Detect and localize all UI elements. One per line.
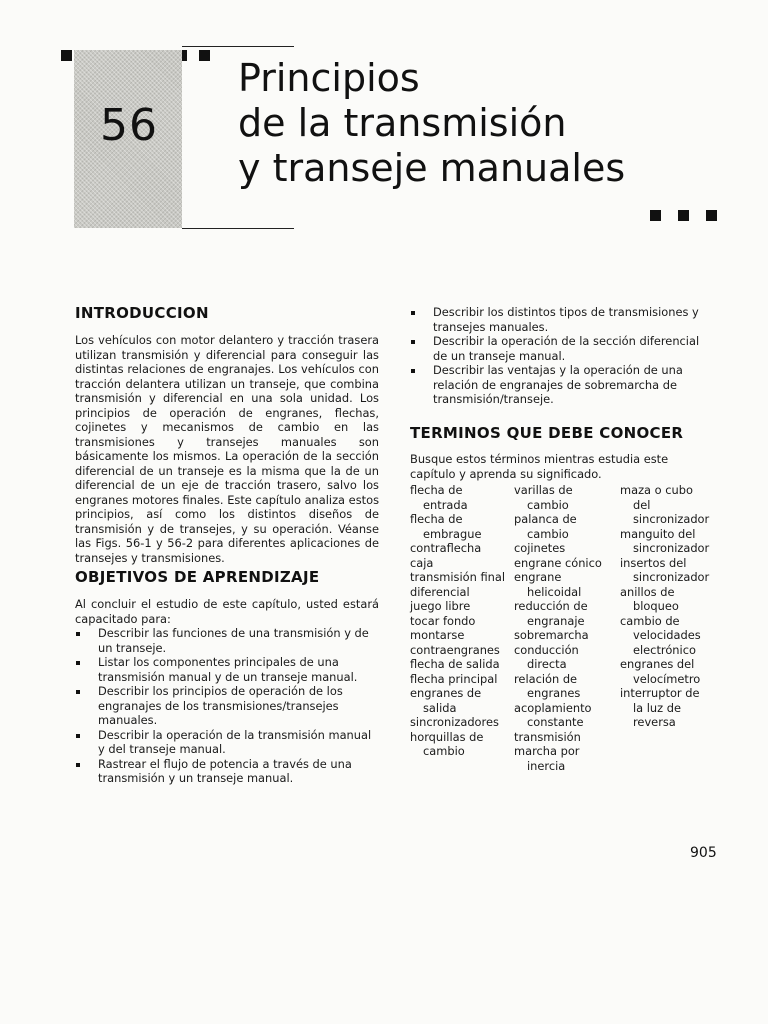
objective-item: Describir las funciones de una transmisión y de un transeje.: [75, 626, 379, 655]
title-line-2: de la transmisión: [238, 101, 567, 145]
term-entry: contraengranes: [410, 642, 500, 657]
objectives-list-left: [75, 626, 379, 786]
top-rule: [182, 46, 294, 47]
term-entry: palanca de: [514, 512, 577, 526]
term-entry: insertos del: [620, 555, 687, 570]
term-entry: contraflecha: [410, 541, 482, 555]
term-entry: velocidades: [633, 628, 701, 642]
objective-item: Describir la operación de la sección diferencial de un transeje manual.: [410, 334, 716, 363]
term-entry: sincronizador: [633, 570, 710, 584]
term-entry: constante: [527, 715, 584, 729]
term-entry: cambio: [527, 497, 569, 512]
term-entry: bloqueo: [633, 599, 679, 613]
term-entry: flecha de: [410, 483, 463, 497]
term-entry: sobremarcha: [514, 628, 589, 642]
term-entry: inercia: [527, 758, 566, 773]
square-mark: [199, 50, 210, 61]
term-entry: engrane: [514, 570, 562, 584]
terms-heading: TERMINOS QUE DEBE CONOCER: [410, 424, 684, 442]
term-entry: helicoidal: [527, 584, 582, 599]
term-entry: embrague: [423, 526, 482, 541]
term-entry: reducción de: [514, 599, 588, 613]
bottom-rule: [182, 228, 294, 229]
term-entry: directa: [527, 657, 567, 671]
term-entry: montarse: [410, 628, 465, 642]
term-entry: electrónico: [633, 642, 696, 657]
chapter-title: [238, 56, 625, 191]
square-mark: [706, 210, 717, 221]
terms-column-3: [620, 483, 709, 730]
term-entry: acoplamiento: [514, 700, 592, 715]
term-entry: caja: [410, 555, 434, 570]
term-entry: salida: [423, 700, 457, 715]
term-entry: sincronizadores: [410, 715, 499, 729]
term-entry: interruptor de: [620, 686, 700, 700]
term-entry: engrane cónico: [514, 555, 602, 570]
term-entry: horquillas de: [410, 729, 484, 744]
objective-item: Describir los distintos tipos de transmisiones y transejes manuales.: [410, 305, 716, 334]
square-mark: [678, 210, 689, 221]
term-entry: cambio: [527, 526, 569, 541]
terms-column-2: [514, 483, 602, 773]
objective-item: Describir las ventajas y la operación de una relación de engranajes de sobremarcha de transmisión/transeje.: [410, 363, 716, 407]
term-entry: transmisión: [514, 729, 581, 744]
term-entry: engranes del: [620, 657, 695, 671]
term-entry: relación de: [514, 671, 578, 686]
term-entry: flecha de salida: [410, 657, 500, 671]
term-entry: manguito del: [620, 526, 696, 541]
term-entry: reversa: [633, 715, 676, 729]
objective-item: Describir los principios de operación de los engranajes de los transmisiones/transejes manuales.: [75, 684, 379, 728]
term-entry: la luz de: [633, 700, 681, 715]
title-line-1: Principios: [238, 56, 420, 100]
objectives-heading: OBJETIVOS DE APRENDIZAJE: [75, 568, 320, 586]
term-entry: tocar fondo: [410, 613, 476, 628]
term-entry: marcha por: [514, 744, 580, 758]
term-entry: conducción: [514, 642, 579, 657]
page-number: 905: [690, 845, 717, 861]
objectives-list-right: [410, 305, 716, 407]
objective-item: Rastrear el flujo de potencia a través de una transmisión y un transeje manual.: [75, 757, 379, 786]
term-entry: varillas de: [514, 483, 573, 497]
term-entry: engranaje: [527, 613, 585, 628]
terms-column-1: [410, 483, 505, 759]
term-entry: sincronizador: [633, 512, 710, 526]
terms-intro: Busque estos términos mientras estudia este capítulo y aprenda su significado.: [410, 452, 669, 481]
term-entry: entrada: [423, 497, 468, 512]
square-mark: [650, 210, 661, 221]
term-entry: diferencial: [410, 584, 470, 599]
term-entry: sincronizador: [633, 541, 710, 555]
intro-paragraph: Los vehículos con motor delantero y tracción trasera utilizan transmisión y diferencial para conseguir las distintas relaciones de engranajes. Los vehículos con tracción delantera utilizan un transeje, que combina transmisión y diferencial en una sola unidad. Los principios de operación de engranes, flechas, cojinetes y mecanismos de cambio en las transmisiones y transejes manuales son básicamente los mismos. La operación de la sección diferencial de un transeje es la misma que la de un diferencial de un eje de tracción trasero, salvo los engranes motores finales. Este capítulo analiza estos principios, así como los distintos diseños de transmisión y de transejes, y su operación. Véanse las Figs. 56-1 y 56-2 para diferentes aplicaciones de transejes y transmisiones.: [75, 333, 379, 565]
term-entry: engranes: [527, 686, 581, 700]
title-line-3: y transeje manuales: [238, 146, 626, 190]
term-entry: anillos de: [620, 584, 675, 599]
term-entry: juego libre: [410, 599, 471, 613]
term-entry: flecha de: [410, 512, 463, 526]
objective-item: Describir la operación de la transmisión manual y del transeje manual.: [75, 728, 379, 757]
term-entry: velocímetro: [633, 671, 701, 686]
objectives-intro: Al concluir el estudio de este capítulo, usted estará capacitado para:: [75, 597, 379, 626]
term-entry: cojinetes: [514, 541, 566, 555]
term-entry: flecha principal: [410, 671, 498, 686]
chapter-number: 56: [100, 100, 158, 151]
objective-item: Listar los componentes principales de una transmisión manual y de un transeje manual.: [75, 655, 379, 684]
term-entry: cambio de: [620, 613, 680, 628]
term-entry: transmisión final: [410, 570, 505, 584]
term-entry: cambio: [423, 744, 465, 758]
term-entry: del: [633, 497, 651, 512]
term-entry: maza o cubo: [620, 483, 693, 497]
term-entry: engranes de: [410, 686, 482, 700]
intro-heading: INTRODUCCION: [75, 304, 209, 322]
square-mark: [61, 50, 72, 61]
